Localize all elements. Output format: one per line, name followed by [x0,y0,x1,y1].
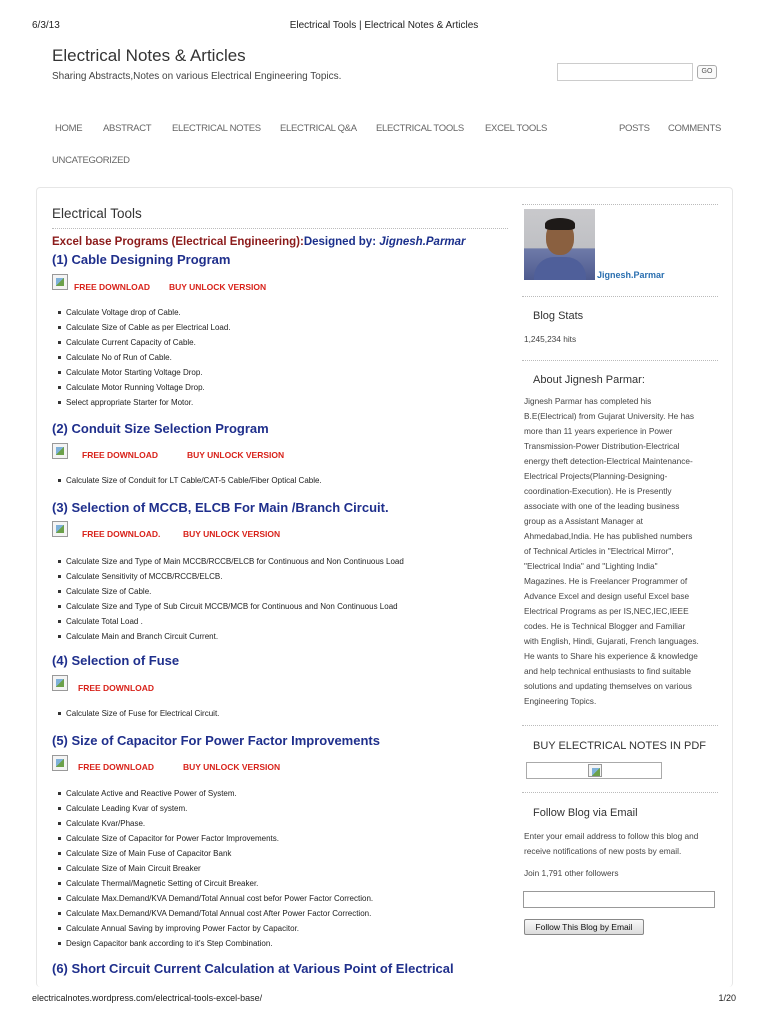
nav-abstract[interactable]: ABSTRACT [103,123,152,134]
about-title: About Jignesh Parmar: [533,374,645,386]
about-line: codes. He is Technical Blogger and Familiar [524,621,686,631]
list-item: Select appropriate Starter for Motor. [58,395,231,410]
broken-image-icon [52,755,68,771]
nav-home[interactable]: HOME [55,123,83,134]
title-divider [52,228,508,229]
pdf-banner-link[interactable] [526,762,662,779]
list-item: Calculate Size of Capacitor for Power Factor Improvements. [58,831,373,846]
follow-title: Follow Blog via Email [533,807,638,819]
follow-button[interactable]: Follow This Blog by Email [524,919,644,935]
blog-stats-title: Blog Stats [533,310,584,322]
buy-unlock-link[interactable]: BUY UNLOCK VERSION [187,450,285,460]
list-item: Calculate Size of Conduit for LT Cable/CAT-5 Cable/Fiber Optical Cable. [58,473,322,488]
avatar-hair [545,218,575,230]
about-line: B.E(Electrical) from Gujarat University. He has [524,411,694,421]
broken-image-icon [52,521,68,537]
free-download-link[interactable]: FREE DOWNLOAD [82,450,159,460]
feature-list-cable [58,305,231,410]
broken-image-icon [52,675,68,691]
nav-comments[interactable]: COMMENTS [668,123,722,134]
free-download-link[interactable]: FREE DOWNLOAD [74,282,151,292]
about-line: Engineering Topics. [524,696,597,706]
feature-list-mccb [58,554,404,644]
nav-electrical-qa[interactable]: ELECTRICAL Q&A [280,123,357,134]
list-item: Calculate Motor Starting Voltage Drop. [58,365,231,380]
about-line: Transmission-Power Distribution-Electrical [524,441,680,451]
sidebar-divider [522,296,718,297]
list-item: Calculate Size of Fuse for Electrical Circuit. [58,706,219,721]
broken-image-icon [52,274,68,290]
list-item: Calculate Annual Saving by improving Power Factor by Capacitor. [58,921,373,936]
list-item: Calculate Current Capacity of Cable. [58,335,231,350]
about-line: Advance Excel and design useful Excel base [524,591,690,601]
list-item: Calculate Kvar/Phase. [58,816,373,831]
list-item: Calculate Size of Main Circuit Breaker [58,861,373,876]
list-item: Calculate Main and Branch Circuit Current. [58,629,404,644]
sidebar-divider [522,725,718,726]
list-item: Calculate Motor Running Voltage Drop. [58,380,231,395]
about-line: and help technical enthusiasts to find suitable [524,666,691,676]
list-item: Calculate Thermal/Magnetic Setting of Circuit Breaker. [58,876,373,891]
about-line: He wants to Share his experience & knowledge [524,651,698,661]
follow-description [524,829,698,859]
author-name-link[interactable]: Jignesh.Parmar [597,270,665,280]
section-heading-short-circuit: (6) Short Circuit Current Calculation at Various Point of Electrical [52,961,454,976]
author-avatar[interactable] [524,209,595,280]
sidebar-divider [522,360,718,361]
intro-line [52,236,466,248]
about-line: Electrical Programs as per IS,NEC,IEC,IEEE [524,606,689,616]
about-line: associate with one of the leading business [524,501,680,511]
section-heading-cable: (1) Cable Designing Program [52,252,231,267]
site-description: Sharing Abstracts,Notes on various Electrical Engineering Topics. [52,71,342,82]
list-item: Calculate Size of Cable as per Electrical Load. [58,320,231,335]
about-line: Electrical Projects(Planning-Designing- [524,471,668,481]
about-line: Ahmedabad,India. He has published numbers [524,531,693,541]
list-item: Calculate No of Run of Cable. [58,350,231,365]
nav-electrical-tools[interactable]: ELECTRICAL TOOLS [376,123,464,134]
buy-unlock-link[interactable]: BUY UNLOCK VERSION [169,282,267,292]
about-line: Magazines. He is Freelancer Programmer of [524,576,688,586]
broken-image-icon [52,443,68,459]
list-item: Calculate Size and Type of Main MCCB/RCCB/ELCB for Continuous and Non Continuous Load [58,554,404,569]
designer-name: Jignesh.Parmar [379,236,466,248]
list-item: Calculate Leading Kvar of system. [58,801,373,816]
section-heading-capacitor: (5) Size of Capacitor For Power Factor Improvements [52,733,380,748]
about-line: with English, Hindi, Gujarati, French languages. [524,636,699,646]
list-item: Calculate Sensitivity of MCCB/RCCB/ELCB. [58,569,404,584]
search-input[interactable] [557,63,693,81]
list-item: Calculate Size of Cable. [58,584,404,599]
about-line: coordination-Execution). He is Presently [524,486,672,496]
hits-count: 1,245,234 hits [524,334,577,344]
about-line: "Electrical India" and "Lighting India" [524,561,658,571]
list-item: Calculate Active and Reactive Power of System. [58,786,373,801]
about-line: of Technical Articles in "Electrical Mirror", [524,546,674,556]
buy-unlock-link[interactable]: BUY UNLOCK VERSION [183,529,281,539]
list-item: Calculate Voltage drop of Cable. [58,305,231,320]
nav-electrical-notes[interactable]: ELECTRICAL NOTES [172,123,261,134]
section-heading-mccb: (3) Selection of MCCB, ELCB For Main /Branch Circuit. [52,500,389,515]
free-download-link[interactable]: FREE DOWNLOAD. [82,529,161,539]
print-page-title: Electrical Tools | Electrical Notes & Articles [289,20,479,31]
print-header [0,20,768,34]
feature-list-fuse [58,706,219,721]
sidebar-divider [522,204,718,205]
about-line: solutions and updating themselves on various [524,681,692,691]
free-download-link[interactable]: FREE DOWNLOAD [78,762,155,772]
section-heading-fuse: (4) Selection of Fuse [52,653,180,668]
search-go-button[interactable]: GO [697,65,717,79]
email-field[interactable] [523,891,715,908]
print-url: electricalnotes.wordpress.com/electrical-tools-excel-base/ [32,993,263,1003]
site-title[interactable]: Electrical Notes & Articles [52,46,246,65]
about-line: more than 11 years experience in Power [524,426,673,436]
sidebar-divider [522,792,718,793]
nav-uncategorized[interactable]: UNCATEGORIZED [52,155,130,166]
buy-unlock-link[interactable]: BUY UNLOCK VERSION [183,762,281,772]
feature-list-conduit [58,473,322,488]
nav-posts[interactable]: POSTS [619,123,650,134]
list-item: Calculate Size of Main Fuse of Capacitor Bank [58,846,373,861]
broken-image-icon [588,764,602,777]
nav-excel-tools[interactable]: EXCEL TOOLS [485,123,547,134]
designed-by-label: Designed by: [303,236,380,248]
list-item: Calculate Max.Demand/KVA Demand/Total Annual cost After Power Factor Correction. [58,906,373,921]
list-item: Design Capacitor bank according to it's Step Combination. [58,936,373,951]
page-title: Electrical Tools [52,206,142,221]
follow-text-line: Enter your email address to follow this blog and [524,831,699,841]
print-date: 6/3/13 [32,20,60,31]
about-text [524,394,720,709]
list-item: Calculate Max.Demand/KVA Demand/Total Annual cost befor Power Factor Correction. [58,891,373,906]
intro-text: Excel base Programs (Electrical Engineering): [52,236,304,248]
follow-text-line: receive notifications of new posts by email. [524,846,682,856]
about-line: energy theft detection-Electrical Maintenance- [524,456,693,466]
section-heading-conduit: (2) Conduit Size Selection Program [52,421,269,436]
list-item: Calculate Size and Type of Sub Circuit MCCB/MCB for Continuous and Non Continuous Load [58,599,404,614]
free-download-link[interactable]: FREE DOWNLOAD [78,683,155,693]
pdf-title: BUY ELECTRICAL NOTES IN PDF [533,740,706,752]
print-page-number: 1/20 [718,993,736,1003]
about-line: group as a Assistant Manager at [524,516,643,526]
avatar-shirt [534,257,586,280]
about-line: Jignesh Parmar has completed his [524,396,652,406]
feature-list-capacitor [58,786,373,951]
followers-count: Join 1,791 other followers [524,868,619,878]
list-item: Calculate Total Load . [58,614,404,629]
